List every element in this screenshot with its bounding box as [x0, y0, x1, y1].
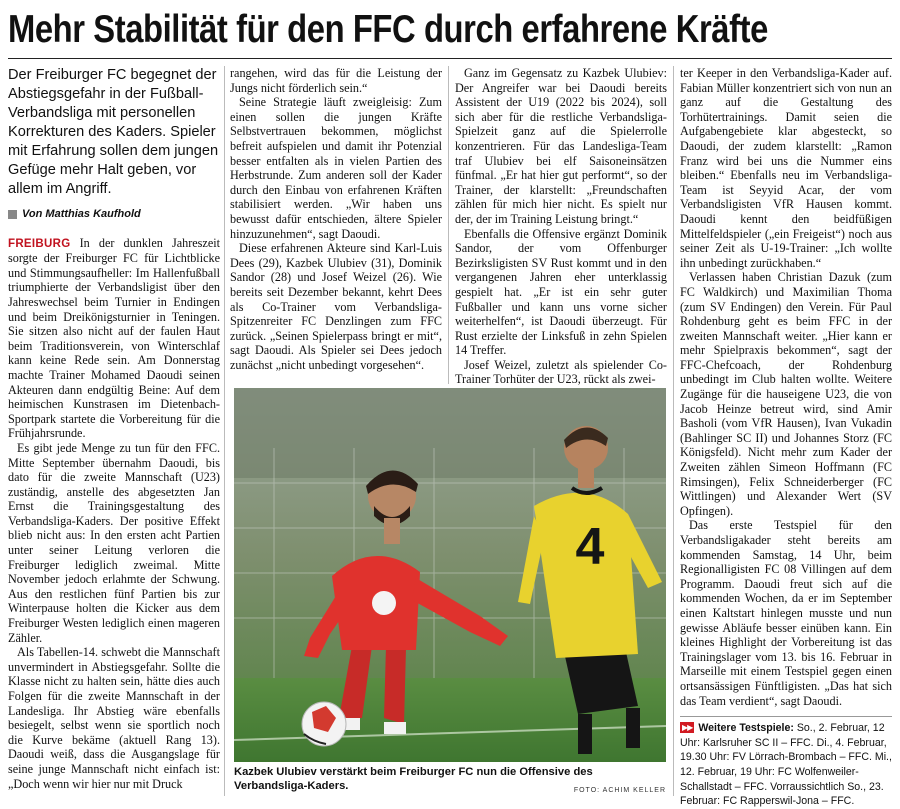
paragraph: ter Keeper in den Verbandsliga-Kader auf. Fabian Müller konzentriert sich von nun an ganz auf die Gestaltung des Torhütertrainings. Damit seien die Aufgabengebiete klar abgesteckt, so Daoudi, der zudem klarstellt: „Ramon Franz wird bei uns die Nummer eins bleiben.“ Ebenfalls neu im Verbandsliga-Team ist Seyyid Acar, der vom Verbandsligisten VfR Hausen kommt. Daoudi kennt den beidfüßigen Mittelfeldspieler („ein Freigeist“) noch aus seiner Zeit als U-19-Trainer: „Ich wollte ihn unbedingt zurückhaben.“ [680, 66, 892, 270]
column-1 [8, 66, 220, 796]
paragraph: Es gibt jede Menge zu tun für den FFC. Mitte September übernahm Daoudi, bis dato für die zweite Mannschaft (U23) zuständig, anstelle des abgesetzten Jan Ernst die Trainingsgestaltung des Verbandsliga-Kaders. Der positive Effekt blieb nicht aus: In den ersten acht Partien unter seiner Leitung verloren die Freiburger lediglich zweimal. Mitte November jedoch erlahmte der Schwung. Aus den restlichen fünf Partien bis zur Winterpause holten die Kicker aus dem Freiburger Westen lediglich einen mageren Zähler. [8, 440, 220, 645]
column-2 [230, 66, 442, 384]
paragraph: Ganz im Gegensatz zu Kazbek Ulubiev: Der Angreifer war bei Daoudi bereits Assistent der U19 (2022 bis 2024), soll sich aber für die restliche Verbandsliga-Spielzeit ganz auf die Spielerrolle konzentrieren. Für das Landesliga-Team traf Ulubiev bei elf Saisoneinsätzen fünfmal. „Er hat hier gut performt“, so der Trainer, der klarstellt: „Freundschaften zählen für mich hier nicht. Es spielt nur der, der im Training Leistung bringt.“ [455, 66, 667, 226]
byline [8, 207, 220, 222]
more-text: So., 2. Februar, 12 Uhr: Karlsruher SC II – FFC. Di., 4. Februar, 19.30 Uhr: FV Lörrach-Brombach – FFC. Mi., 12. Februar, 19 Uhr: FC Wolfenweiler-Schallstadt – FFC. Vorraussichtlich So., 23. Februar: FC Rapperswil-Jona – FFC. [680, 722, 892, 808]
byline-marker-icon [8, 210, 17, 219]
paragraph: Josef Weizel, zuletzt als spielender Co-Trainer Torhüter der U23, rückt als zwei- [455, 357, 667, 387]
paragraph: Seine Strategie läuft zweigleisig: Zum einen sollen die jungen Kräfte Selbstvertrauen bekommen, möglichst befreit aufspielen und damit ihr Potenzial besser entfalten als in vielen Partien des Herbstrunde. Zum anderen soll der Kader durch den Einbau von erfahrenen Kräften stabilisiert werden. „Wir haben uns bewusst dafür entschieden, ältere Spieler hinzuzunehmen“, sagt Daoudi. [230, 95, 442, 241]
caption-text: Kazbek Ulubiev verstärkt beim Freiburger FC nun die Offensive des Verbandsliga-Kaders. [234, 766, 593, 792]
column-divider [224, 66, 225, 796]
paragraph: Diese erfahrenen Akteure sind Karl-Luis Dees (29), Kazbek Ulubiev (31), Dominik Sandor (28) und Josef Weizel (26). Wie bereits seit Dezember bekannt, kehrt Dees als Co-Trainer vom Verbandsliga-Spitzenreiter FC Denzlingen zum FFC zurück. „Seinen Spielerpass bringt er mit“, sagt Daoudi. Als Spieler sei Dees jedoch zunächst „nicht unbedingt vorgesehen“. [230, 241, 442, 372]
match-photo [234, 388, 666, 762]
headline-rule [8, 58, 892, 59]
paragraph: FREIBURG In der dunklen Jahreszeit sorgte der Freiburger FC für Lichtblicke und Stimmungsaufheller: Im Hallenfußball triumphierte der Verbandsligist über den Jahreswechsel beim Turnier in Endingen und beim Dreikönigsturnier in Teningen. Sie sitzen also nicht auf der faulen Haut beim Traditionsverein, von Winterschlaf kann keine Rede sein. Am Donnerstag machte Trainer Mohamed Daoudi seinen Akteuren dann endgültig Beine: Auf dem heimischen Kunstrasen im Dietenbach-Sportpark startete die Vorbereitung für die Frühjahrsrunde. [8, 235, 220, 441]
photo-caption [234, 766, 666, 797]
more-testspiele [680, 716, 892, 809]
photo-credit: FOTO: ACHIM KELLER [573, 786, 666, 794]
paragraph: Ebenfalls die Offensive ergänzt Dominik Sandor, der vom Offenburger Bezirksligisten SV Rust kommt und in den vergangenen Jahren eher unterklassig gespielt hat. „Er ist ein sehr guter Fußballer und kann uns vorne sicher weiterhelfen“, ist Daoudi überzeugt. Für Rust erzielte der Linksfuß in zehn Spielen 14 Treffer. [455, 226, 667, 358]
column-divider [448, 66, 449, 384]
paragraph: Das erste Testspiel für den Verbandsligakader steht bereits am kommenden Samstag, 14 Uhr, beim Regionalligisten FC 08 Villingen auf dem Programm. Daoudi freut sich auf die kommenden Wochen, da er im September einen Kaltstart hinlegen musste und nun gewisse Abläufe besser einüben kann. Ein kleines Highlight der Vorbereitung ist das Trainingslager vom 13. bis 16. Februar in Marseille mit einem Testspiel gegen einen ortsansässigen Fünftligisten. „Das hat sich das Team verdient“, sagt Daoudi. [680, 518, 892, 708]
double-arrow-icon: ▶▶ [682, 723, 693, 733]
paragraph: Verlassen haben Christian Dazuk (zum FC Waldkirch) und Maximilian Thoma (zum SV Endingen) den Verein. Für Paul Rohdenburg geht es beim FFC in der zweiten Mannschaft weiter. „Hier kann er mehr Spielpraxis bekommen“, sagt der FFC-Chefcoach, der Rohdenburg unbedingt im Club halten wollte. Weitere Zugänge für die hauseigene U23, die von Jacob Heinze betreut wird, sind Amir Basholi (vom VfR Hausen), Ivan Vukadin (Bahlinger SC II) und Johannes Storz (FC Königsfeld). Nicht mehr zum Kader der Zweiten zählen Simeon Hoffmann (FC Rimsingen), Felix Schneiderberger (FC Wittlingen) und Alexander Wert (SV Opfingen). [680, 270, 892, 518]
headline: Mehr Stabilität für den FFC durch erfahrene Kräfte [8, 8, 768, 51]
column-3 [455, 66, 667, 387]
paragraph: rangehen, wird das für die Leistung der Jungs nicht förderlich sein.“ [230, 66, 442, 95]
column-4 [680, 66, 892, 808]
jersey-number: 4 [575, 518, 605, 576]
teaser: Der Freiburger FC begegnet der Abstiegsgefahr in der Fußball-Verbandsliga mit personellen Korrekturen des Kaders. Spieler mit Erfahrung sollen dem jungen Gefüge mehr Halt geben, vor allem im Angriff. [8, 67, 219, 197]
more-heading: Weitere Testspiele: [698, 722, 794, 735]
byline-text: Von Matthias Kaufhold [22, 208, 141, 220]
dateline: FREIBURG [8, 237, 71, 250]
match-photo-illustration [234, 388, 666, 762]
column-divider [673, 66, 674, 796]
soccer-ball-icon [302, 702, 346, 746]
paragraph: Als Tabellen-14. schwebt die Mannschaft unvermindert in Abstiegsgefahr. Sollte die Klasse nicht zu halten sein, hätte dies auch Folgen für die zweite Mannschaft in der Landesliga. Ihr Abstieg wäre ebenfalls besiegelt, selbst wenn sie sportlich noch die Kurve bekäme (aktuell Rang 13). Daoudi weiß, dass die Ausgangslage für seine junge Mannschaft nicht einfach ist: „Doch wenn wir hier nur mit Druck [8, 645, 220, 791]
